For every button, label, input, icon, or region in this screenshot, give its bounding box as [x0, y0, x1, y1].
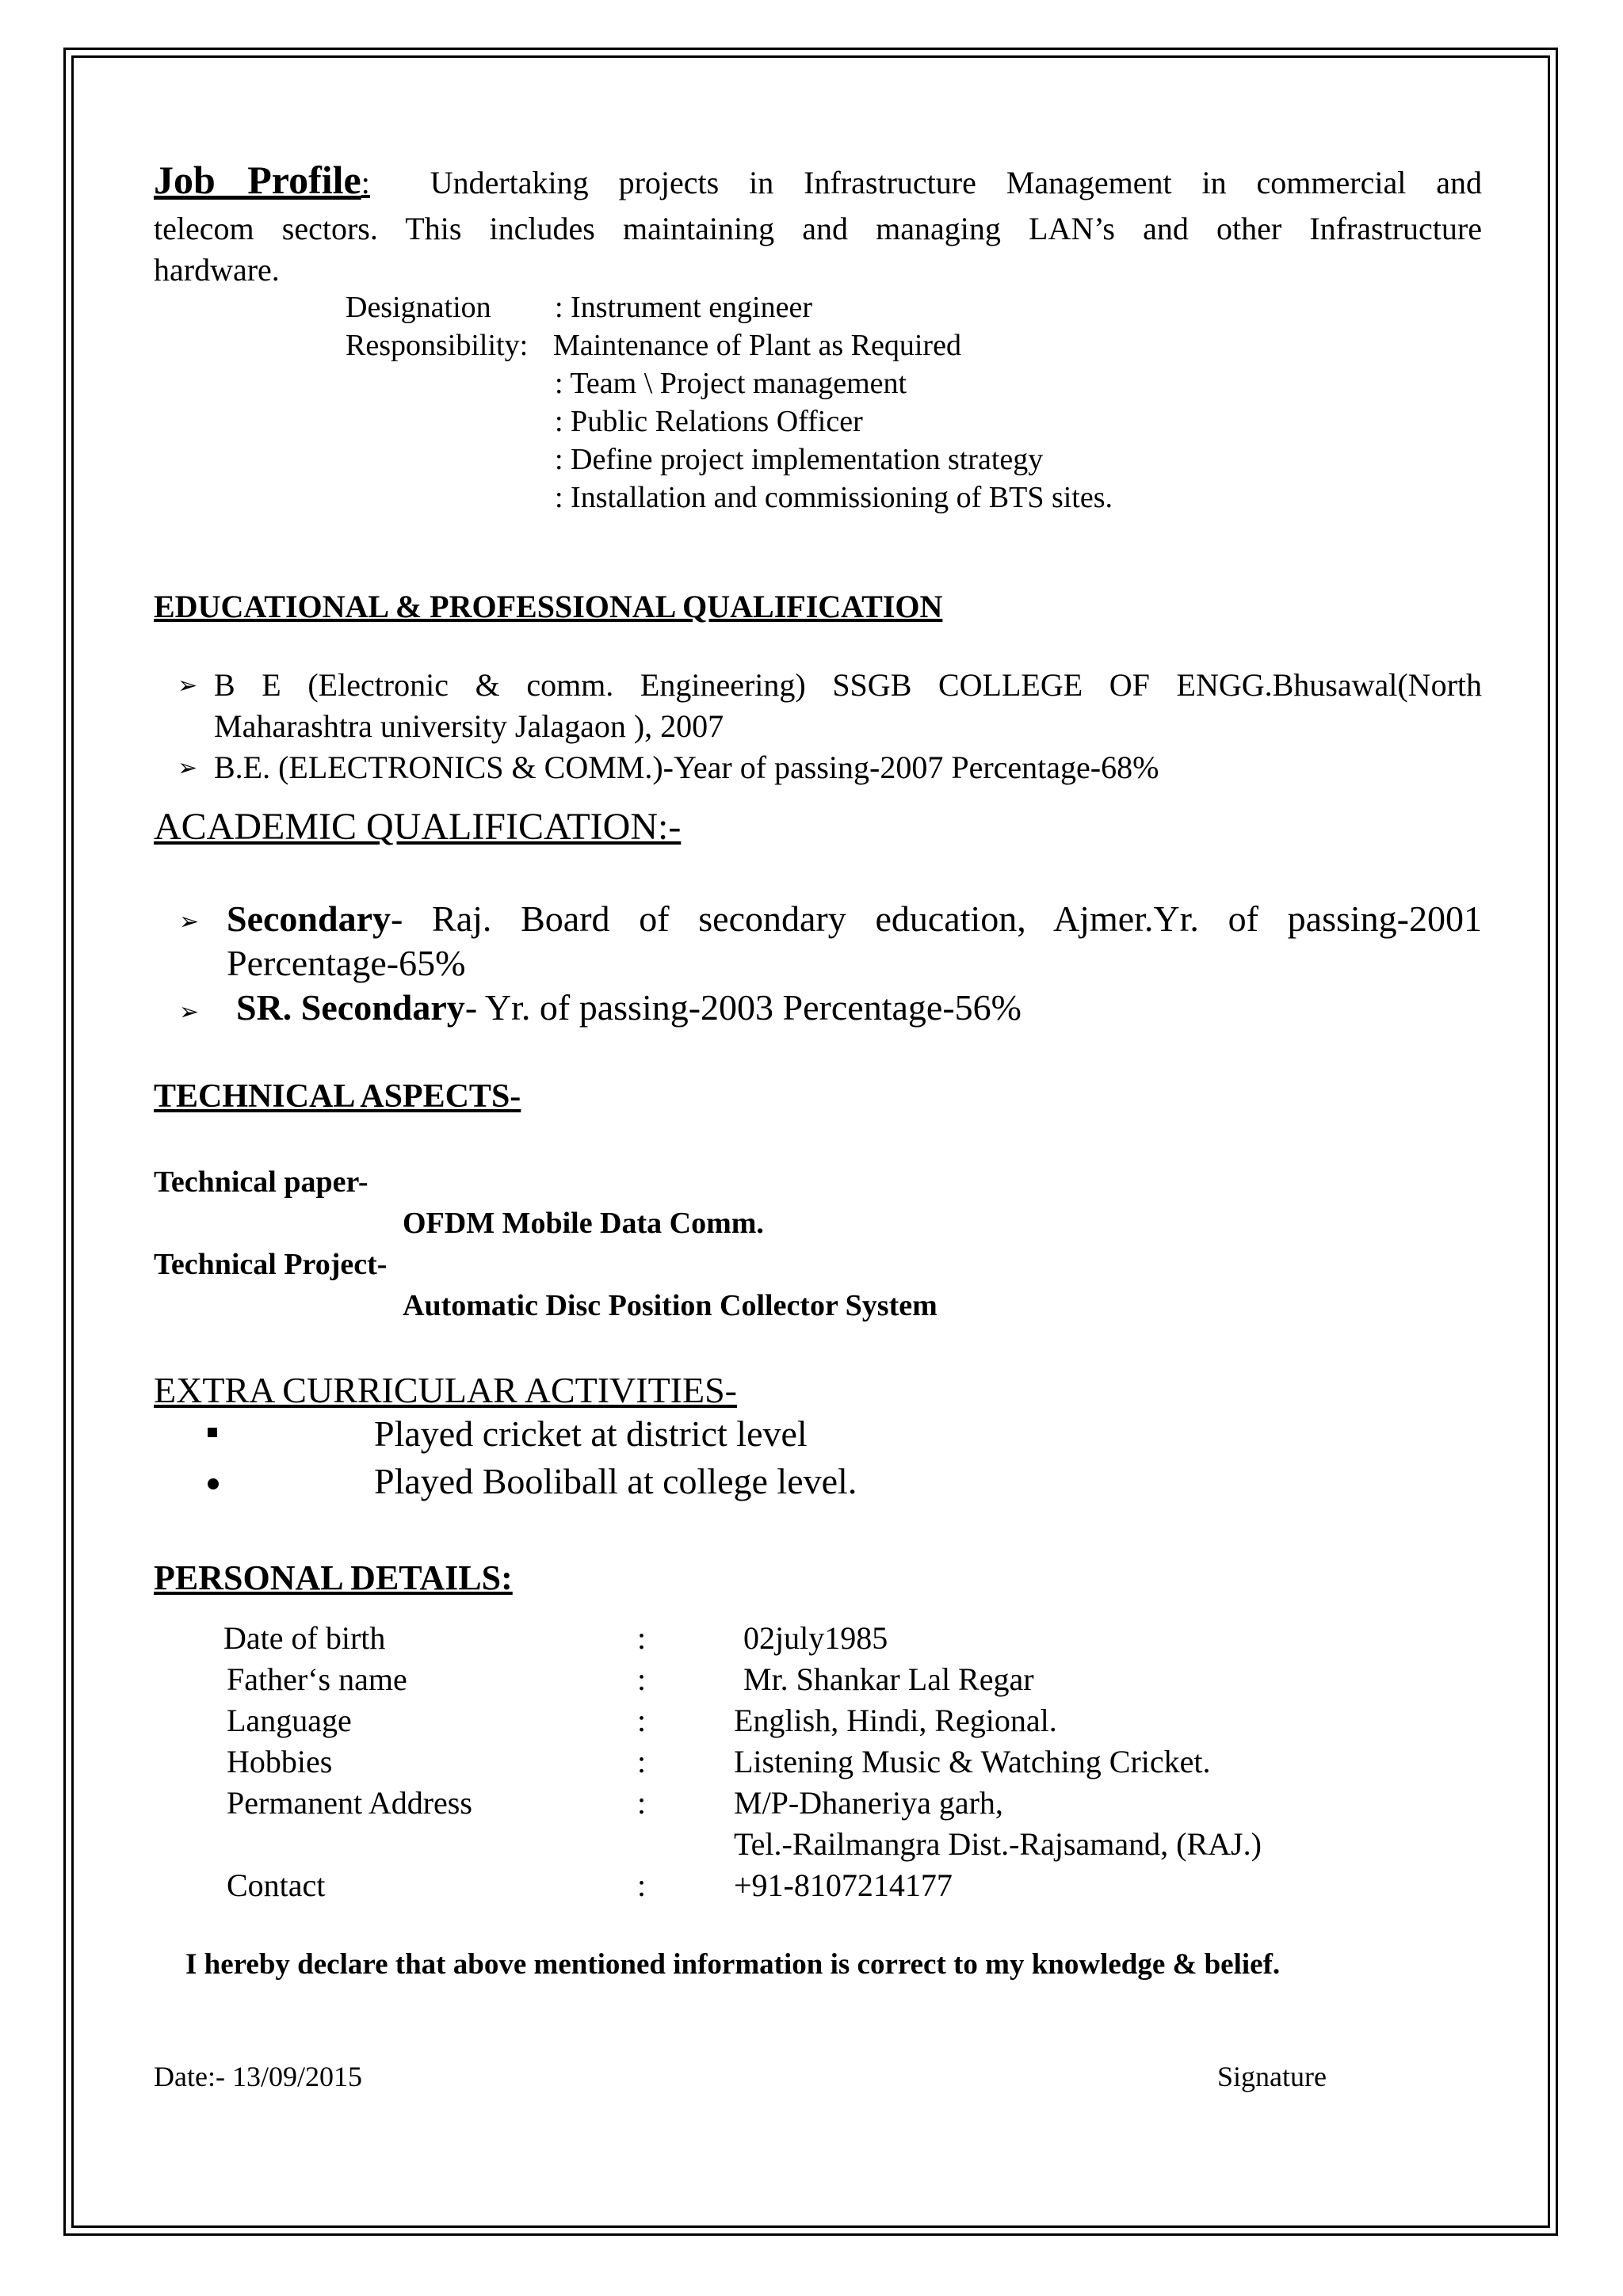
education-item-2: B.E. (ELECTRONICS & COMM.)-Year of passing-2007 Percentage-68% — [214, 749, 1159, 785]
job-profile-line3: hardware. — [154, 252, 280, 288]
academic-item-2-title: SR. Secondary — [236, 987, 465, 1028]
personal-label: Father‘s name — [227, 1661, 407, 1697]
personal-colon: : — [637, 1703, 647, 1738]
academic-item-1-line2: Percentage-65% — [227, 943, 466, 983]
personal-value: Mr. Shankar Lal Regar — [743, 1661, 1034, 1697]
personal-value: +91-8107214177 — [734, 1867, 953, 1903]
personal-value: M/P-Dhaneriya garh, — [734, 1785, 1003, 1821]
education-item-1-line1: B E (Electronic & comm. Engineering) SSGB COLLEGE OF ENGG.Bhusawal(North — [214, 667, 1482, 703]
job-profile-colon: : — [361, 165, 370, 200]
personal-label: Permanent Address — [227, 1785, 472, 1821]
responsibility-item: : Team \ Project management — [555, 367, 907, 400]
personal-label: Date of birth — [223, 1620, 386, 1656]
personal-value: Tel.-Railmangra Dist.-Rajsamand, (RAJ.) — [734, 1826, 1262, 1862]
personal-heading: PERSONAL DETAILS: — [154, 1558, 513, 1597]
educational-heading: EDUCATIONAL & PROFESSIONAL QUALIFICATION — [154, 589, 943, 624]
personal-value: English, Hindi, Regional. — [734, 1703, 1057, 1738]
arrow-bullet-icon: ➢ — [178, 754, 198, 782]
extra-item: Played cricket at district level — [374, 1413, 808, 1454]
personal-colon: : — [637, 1867, 647, 1903]
extra-item: Played Booliball at college level. — [374, 1461, 857, 1501]
personal-colon: : — [637, 1785, 647, 1821]
designation-value: : Instrument engineer — [555, 291, 813, 324]
round-bullet-icon — [208, 1478, 219, 1489]
designation-label: Designation — [346, 291, 491, 324]
responsibility-label: Responsibility: — [346, 329, 529, 362]
academic-item-2-text: - Yr. of passing-2003 Percentage-56% — [464, 987, 1022, 1028]
education-item-1-line2: Maharashtra university Jalagaon ), 2007 — [214, 708, 724, 744]
academic-item-1-text: - Raj. Board of secondary education, Ajmer.Yr. of passing-2001 — [391, 898, 1482, 939]
personal-colon: : — [637, 1744, 647, 1779]
personal-colon: : — [637, 1620, 647, 1656]
extra-heading: EXTRA CURRICULAR ACTIVITIES- — [154, 1370, 737, 1410]
academic-item-2 — [236, 986, 1022, 1030]
responsibility-item: Maintenance of Plant as Required — [553, 329, 961, 362]
declaration-text: I hereby declare that above mentioned information is correct to my knowledge & belief. — [185, 1948, 1281, 1981]
responsibility-item: : Public Relations Officer — [555, 405, 863, 438]
personal-colon: : — [637, 1661, 647, 1697]
responsibility-item: : Define project implementation strategy — [555, 443, 1044, 476]
academic-heading: ACADEMIC QUALIFICATION:- — [154, 806, 682, 848]
responsibility-item: : Installation and commissioning of BTS sites. — [555, 481, 1113, 514]
technical-project-label: Technical Project- — [154, 1248, 388, 1281]
technical-project-value: Automatic Disc Position Collector System — [403, 1289, 938, 1322]
signature-label: Signature — [1217, 2061, 1327, 2092]
personal-value: Listening Music & Watching Cricket. — [734, 1744, 1211, 1779]
academic-item-1-line1 — [227, 897, 1482, 941]
technical-heading: TECHNICAL ASPECTS- — [154, 1078, 521, 1115]
personal-value: 02july1985 — [743, 1620, 888, 1656]
academic-item-1-title: Secondary — [227, 898, 391, 939]
personal-label: Contact — [227, 1867, 326, 1903]
job-profile-title: Job Profile — [154, 158, 361, 202]
square-bullet-icon — [208, 1428, 217, 1437]
date-text: Date:- 13/09/2015 — [154, 2061, 362, 2092]
technical-paper-label: Technical paper- — [154, 1165, 369, 1199]
arrow-bullet-icon: ➢ — [178, 672, 198, 700]
arrow-bullet-icon: ➢ — [179, 998, 200, 1026]
job-profile-line1 — [154, 158, 1482, 204]
arrow-bullet-icon: ➢ — [179, 908, 200, 936]
personal-label: Language — [227, 1703, 352, 1738]
job-profile-text-1: Undertaking projects in Infrastructure Management in commercial and — [430, 165, 1483, 200]
job-profile-line2: telecom sectors. This includes maintaining and managing LAN’s and other Infrastructure — [154, 211, 1482, 246]
technical-paper-value: OFDM Mobile Data Comm. — [403, 1207, 764, 1240]
personal-label: Hobbies — [227, 1744, 333, 1779]
